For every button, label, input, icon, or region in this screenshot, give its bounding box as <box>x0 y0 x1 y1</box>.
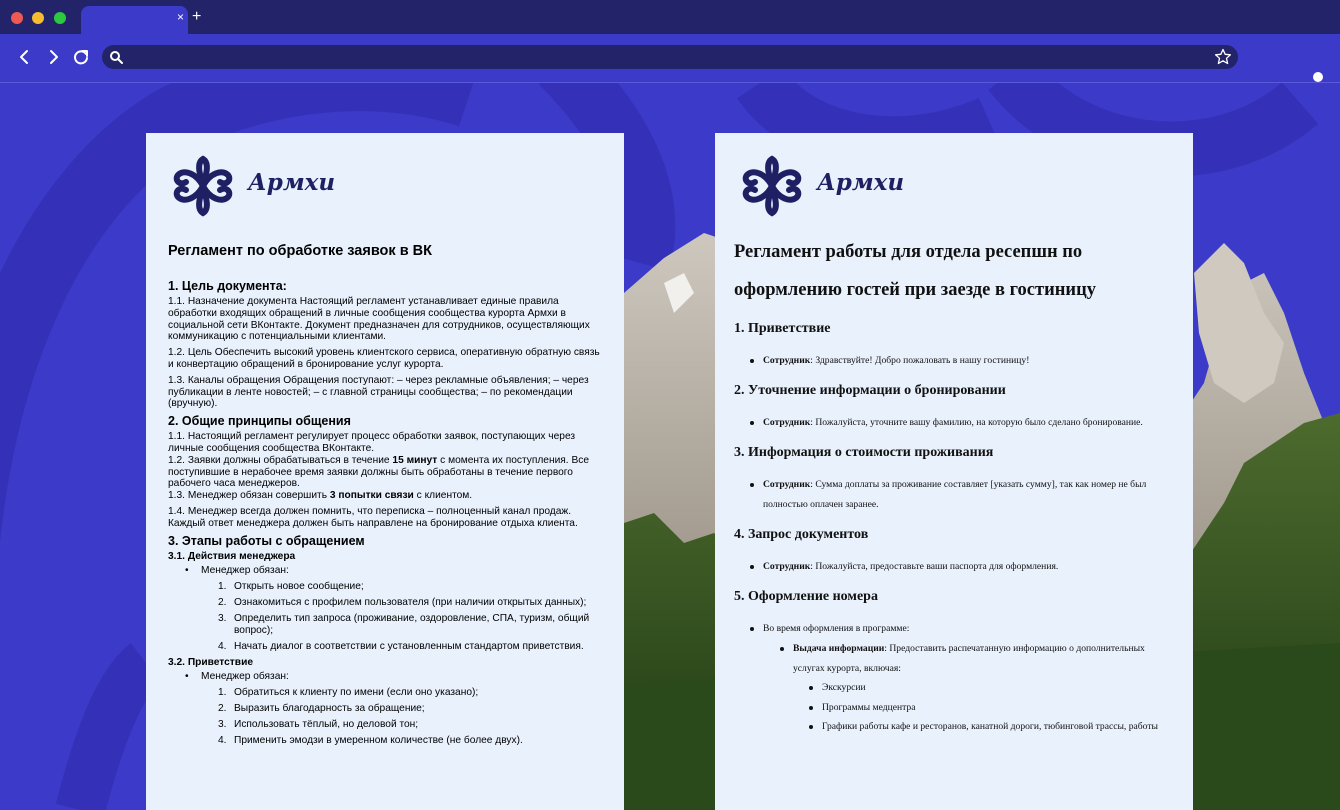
list-item-text: Определить тип запроса (проживание, оздоровление, СПА, туризм, общий вопрос); <box>234 612 590 636</box>
bold-text: Выдача информации <box>793 643 885 654</box>
list-item-text: Применить эмодзи в умеренном количестве (не более двух). <box>234 734 523 746</box>
list-number: 3. <box>218 718 227 730</box>
list-item-text: Ознакомиться с профилем пользователя (при наличии открытых данных); <box>234 596 587 608</box>
tab-strip <box>0 0 1340 34</box>
brand-name: Армхи <box>817 169 905 196</box>
list-number: 4. <box>218 734 227 746</box>
subsection-heading: 3.1. Действия менеджера <box>168 550 296 562</box>
text: 1.2. Заявки должны обрабатываться в течение <box>168 454 393 466</box>
paragraph: 1.4. Менеджер всегда должен помнить, что переписка – полноценный канал продаж. Каждый ответ менеджера должен быть направлене на бронирование отдыха клиента. <box>168 505 578 529</box>
list-item: Экскурсии <box>734 678 1174 698</box>
list-item <box>734 557 1174 577</box>
list-item <box>218 597 608 609</box>
list-item-text: : Пожалуйста, предоставьте ваши паспорта для оформления. <box>810 561 1059 572</box>
section-heading: 4. Запрос документов <box>734 527 869 542</box>
text: с момента их поступления. Все поступившие в нерабочее время заявки должны быть обработаны в течение первого рабочего часа менеджеров. <box>168 454 590 490</box>
subsection-heading: 3.2. Приветствие <box>168 656 253 668</box>
back-icon[interactable] <box>13 46 35 68</box>
armhi-logo <box>735 155 905 217</box>
list-number: 1. <box>218 686 227 698</box>
bookmark-star-icon[interactable] <box>1214 48 1232 66</box>
url-input[interactable] <box>132 47 1196 69</box>
list-item-text: Открыть новое сообщение; <box>234 580 364 592</box>
list-item <box>185 565 608 653</box>
bullet-list <box>168 565 608 653</box>
browser-chrome <box>0 0 1340 83</box>
list-item-text: : Предоставить распечатанную информацию о дополнительных услугах курорта, включая: <box>793 643 1145 674</box>
numbered-list <box>201 581 608 653</box>
close-window-button[interactable] <box>11 12 23 24</box>
section-heading: 2. Общие принципы общения <box>168 414 351 429</box>
list-item <box>218 687 608 699</box>
left-document-title: Регламент по обработке заявок в ВК <box>168 243 432 259</box>
list-item-text: Менеджер обязан: <box>201 670 289 682</box>
forward-icon[interactable] <box>43 46 65 68</box>
list-number: 4. <box>218 640 227 652</box>
left-document-body <box>168 243 608 751</box>
section-heading: 1. Приветствие <box>734 321 831 336</box>
list-number: 1. <box>218 580 227 592</box>
paragraph: 1.3. Каналы обращения Обращения поступают: – через рекламные объявления; – через публикации в ленте новостей; – с главной страницы сообщества; – по рекомендации (вручную). <box>168 374 589 410</box>
list-item <box>218 581 608 593</box>
minimize-window-button[interactable] <box>32 12 44 24</box>
list-item-text: Использовать тёплый, но деловой тон; <box>234 718 419 730</box>
tab-close-icon[interactable]: × <box>176 10 184 24</box>
numbered-list <box>201 687 608 747</box>
list-item-text: : Здравствуйте! Добро пожаловать в нашу гостиницу! <box>810 355 1030 366</box>
paragraph <box>168 455 608 490</box>
browser-tab[interactable] <box>81 6 188 34</box>
list-number: 2. <box>218 596 227 608</box>
bold-text: 15 минут <box>392 454 438 466</box>
list-item <box>185 671 608 747</box>
list-item: Графики работы кафе и ресторанов, канатной дороги, тюбинговой трассы, работы <box>734 717 1174 737</box>
section-heading: 3. Этапы работы с обращением <box>168 533 365 548</box>
list-item-text: Начать диалог в соответствии с установленным стандартом приветствия. <box>234 640 584 652</box>
maximize-window-button[interactable] <box>54 12 66 24</box>
section-heading: 1. Цель документа: <box>168 279 287 293</box>
list-number: 3. <box>218 612 227 624</box>
section-heading: 5. Оформление номера <box>734 589 878 604</box>
list-item: Во время оформления в программе: <box>734 619 1174 639</box>
armhi-logo <box>166 155 336 217</box>
text: 1.3. Менеджер обязан совершить <box>168 490 330 502</box>
list-item-text: Выразить благодарность за обращение; <box>234 702 425 714</box>
list-item-text: Менеджер обязан: <box>201 564 289 576</box>
search-icon <box>109 50 123 64</box>
right-document-card <box>715 133 1193 810</box>
list-item: Программы медцентра <box>734 698 1174 718</box>
text: с клиентом. <box>413 490 473 502</box>
paragraph <box>168 490 608 502</box>
list-item <box>734 413 1174 433</box>
list-item <box>734 351 1174 371</box>
section-heading: 2. Уточнение информации о бронировании <box>734 383 1006 398</box>
speaker-label: Сотрудник <box>763 561 811 572</box>
list-item <box>218 703 608 715</box>
brand-name: Армхи <box>248 169 336 196</box>
paragraph: 1.1. Настоящий регламент регулирует процесс обработки заявок, поступающих через личные сообщения сообщества ВКонтакте. <box>168 431 576 454</box>
list-item <box>218 719 608 731</box>
armhi-ornament-icon <box>735 155 809 217</box>
paragraph: 1.1. Назначение документа Настоящий регламент устанавливает единые правила обработки входящих обращений в личные сообщения сообщества курорта Армхи в социальной сети ВКонтакте. Документ предназначен для сотрудников, осуществляющих коммуникацию с потенциальными клиентами. <box>168 296 590 343</box>
list-item <box>218 735 608 747</box>
new-tab-button[interactable]: + <box>192 8 202 25</box>
right-document-title: Регламент работы для отдела ресепшн по оформлению гостей при заезде в гостиницу <box>734 242 1096 300</box>
reload-icon[interactable] <box>70 46 92 68</box>
speaker-label: Сотрудник <box>763 479 811 490</box>
list-number: 2. <box>218 702 227 714</box>
armhi-ornament-icon <box>166 155 240 217</box>
left-document-card <box>146 133 624 810</box>
paragraph: 1.2. Цель Обеспечить высокий уровень клиентского сервиса, оперативную обратную связь и конвертацию обращений в бронирование услуг курорта. <box>168 347 600 370</box>
section-heading: 3. Информация о стоимости проживания <box>734 445 994 460</box>
list-item-text: Обратиться к клиенту по имени (если оно указано); <box>234 686 479 698</box>
list-item <box>734 475 1174 515</box>
list-item <box>218 641 608 653</box>
bold-text: 3 попытки связи <box>329 490 414 502</box>
web-page <box>0 83 1340 810</box>
list-item-text: : Пожалуйста, уточните вашу фамилию, на которую было сделано бронирование. <box>810 417 1143 428</box>
browser-toolbar <box>0 34 1340 83</box>
speaker-label: Сотрудник <box>763 417 811 428</box>
list-item <box>734 639 1174 678</box>
bullet-list <box>168 671 608 747</box>
right-document-body <box>734 233 1174 737</box>
address-bar[interactable] <box>102 45 1238 69</box>
list-item <box>218 613 608 637</box>
list-item-text: : Сумма доплаты за проживание составляет [указать сумму], так как номер не был полностью оплачен заранее. <box>763 479 1147 510</box>
speaker-label: Сотрудник <box>763 355 811 366</box>
